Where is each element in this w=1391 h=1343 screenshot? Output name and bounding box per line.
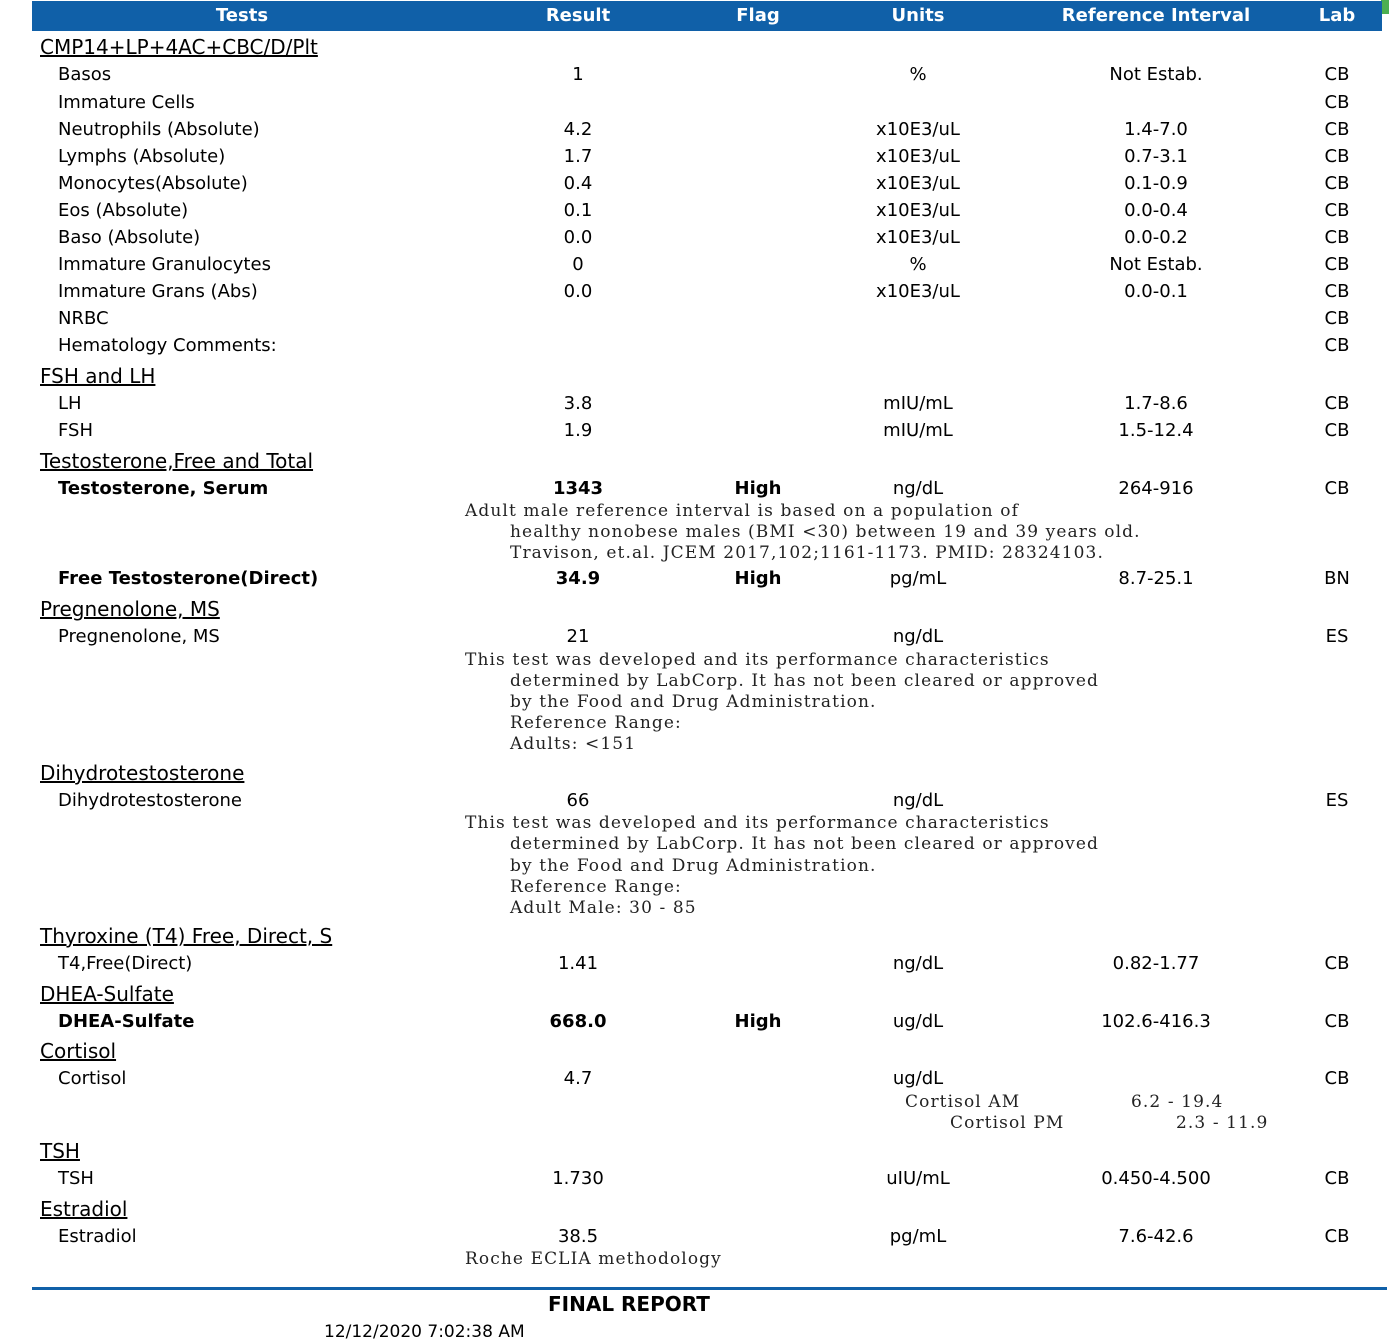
result-row-basos [0, 62, 1391, 88]
cortisol-pm-range: 2.3 - 11.9 [1176, 1113, 1269, 1133]
result-row-testosterone-serum [0, 476, 1391, 502]
reference-interval: 0.0-0.2 [1124, 227, 1188, 248]
lab-code: BN [1324, 568, 1350, 589]
section-dhea: DHEA-Sulfate [40, 982, 174, 1006]
header-result: Result [545, 5, 611, 26]
lab-code: CB [1324, 227, 1350, 248]
section-t4: Thyroxine (T4) Free, Direct, S [40, 924, 333, 948]
section-tsh: TSH [40, 1139, 80, 1163]
result-row-lh [0, 391, 1391, 417]
testosterone-note-line-2: healthy nonobese males (BMI <30) between 19 and 39 years old. [510, 522, 1141, 542]
section-testosterone: Testosterone,Free and Total [40, 449, 314, 473]
lab-code: CB [1324, 119, 1350, 140]
report-datetime: 12/12/2020 7:02:38 AM [324, 1322, 525, 1342]
test-name: Eos (Absolute) [58, 200, 189, 221]
result-value: 0.0 [563, 227, 593, 248]
result-value: 3.8 [563, 393, 593, 414]
result-row-t4 [0, 951, 1391, 977]
test-name: TSH [58, 1168, 94, 1189]
lab-code: CB [1324, 281, 1350, 302]
reference-interval: 8.7-25.1 [1118, 568, 1194, 589]
lab-code: CB [1324, 200, 1350, 221]
test-name: Dihydrotestosterone [58, 790, 242, 811]
units: % [909, 64, 927, 85]
section-fsh-lh: FSH and LH [40, 364, 156, 388]
reference-interval: 0.7-3.1 [1124, 146, 1188, 167]
result-row-free-testosterone [0, 566, 1391, 592]
reference-interval: 1.4-7.0 [1124, 119, 1188, 140]
pregnenolone-note-line-2: determined by LabCorp. It has not been cleared or approved [510, 671, 1100, 691]
header-lab: Lab [1318, 5, 1356, 26]
test-name: Estradiol [58, 1226, 137, 1247]
test-name: Lymphs (Absolute) [58, 146, 226, 167]
result-row-baso-abs [0, 225, 1391, 251]
test-name: Immature Cells [58, 92, 195, 113]
testosterone-note-line-1: Adult male reference interval is based on a population of [465, 501, 1019, 521]
test-name: FSH [58, 420, 93, 441]
reference-interval: Not Estab. [1109, 254, 1203, 275]
units: mIU/mL [883, 393, 953, 414]
lab-code: CB [1324, 1168, 1350, 1189]
result-value: 4.7 [563, 1068, 593, 1089]
test-name: Free Testosterone(Direct) [58, 568, 319, 589]
test-name: Cortisol [58, 1068, 127, 1089]
reference-interval: 102.6-416.3 [1101, 1011, 1211, 1032]
units: ug/dL [892, 1011, 944, 1032]
test-name: Pregnenolone, MS [58, 626, 220, 647]
units: x10E3/uL [876, 200, 960, 221]
pregnenolone-note-line-3: by the Food and Drug Administration. [510, 692, 877, 712]
test-name: Immature Granulocytes [58, 254, 271, 275]
units: x10E3/uL [876, 281, 960, 302]
result-row-monocytes [0, 171, 1391, 197]
result-row-fsh [0, 418, 1391, 444]
result-value: 34.9 [555, 568, 601, 589]
cortisol-am-range: 6.2 - 19.4 [1131, 1092, 1224, 1112]
result-value: 1 [572, 64, 584, 85]
dht-note-line-5: Adult Male: 30 - 85 [510, 898, 697, 918]
result-row-dhea [0, 1009, 1391, 1035]
test-name: Hematology Comments: [58, 335, 277, 356]
units: x10E3/uL [876, 119, 960, 140]
units: ng/dL [892, 790, 944, 811]
test-name: NRBC [58, 308, 109, 329]
result-value: 1.41 [557, 953, 599, 974]
lab-code: ES [1325, 626, 1349, 647]
units: % [909, 254, 927, 275]
units: x10E3/uL [876, 173, 960, 194]
test-name: LH [58, 393, 82, 414]
result-value: 21 [566, 626, 590, 647]
estradiol-note: Roche ECLIA methodology [465, 1249, 722, 1269]
test-name: Basos [58, 64, 112, 85]
units: ng/dL [892, 626, 944, 647]
test-name: T4,Free(Direct) [58, 953, 193, 974]
units: pg/mL [889, 1226, 947, 1247]
result-row-eos [0, 198, 1391, 224]
result-value: 1.7 [563, 146, 593, 167]
pregnenolone-note-line-1: This test was developed and its performance characteristics [465, 650, 1050, 670]
result-value: 4.2 [563, 119, 593, 140]
test-name: Monocytes(Absolute) [58, 173, 248, 194]
result-value: 0.1 [563, 200, 593, 221]
lab-code: CB [1324, 478, 1350, 499]
reference-interval: 0.1-0.9 [1124, 173, 1188, 194]
units: ng/dL [892, 478, 944, 499]
cortisol-am-label: Cortisol AM [905, 1092, 1021, 1112]
units: x10E3/uL [876, 146, 960, 167]
units: ug/dL [892, 1068, 944, 1089]
units: mIU/mL [883, 420, 953, 441]
lab-code: ES [1325, 790, 1349, 811]
lab-code: CB [1324, 1068, 1350, 1089]
reference-interval: 0.0-0.1 [1124, 281, 1188, 302]
result-row-lymphs [0, 144, 1391, 170]
reference-interval: 1.5-12.4 [1118, 420, 1194, 441]
test-name: Neutrophils (Absolute) [58, 119, 260, 140]
test-name: Baso (Absolute) [58, 227, 201, 248]
section-pregnenolone: Pregnenolone, MS [40, 597, 220, 621]
pregnenolone-note-line-5: Adults: <151 [510, 734, 637, 754]
result-value: 1.9 [563, 420, 593, 441]
result-row-dht [0, 788, 1391, 814]
header-units: Units [891, 5, 945, 26]
result-value: 0 [572, 254, 584, 275]
result-value: 0.4 [563, 173, 593, 194]
test-name: Testosterone, Serum [58, 478, 269, 499]
pregnenolone-note-line-4: Reference Range: [510, 713, 682, 733]
result-row-hematology-comments [0, 333, 1391, 359]
testosterone-note-line-3: Travison, et.al. JCEM 2017,102;1161-1173. PMID: 28324103. [510, 543, 1104, 563]
result-row-cortisol [0, 1066, 1391, 1092]
header-reference-interval: Reference Interval [1061, 5, 1251, 26]
dht-note-line-1: This test was developed and its performance characteristics [465, 813, 1050, 833]
result-row-neutrophils [0, 117, 1391, 143]
flag-high: High [734, 1011, 782, 1032]
result-value: 1343 [552, 478, 604, 499]
lab-code: CB [1324, 146, 1350, 167]
result-row-tsh [0, 1166, 1391, 1192]
reference-interval: 0.0-0.4 [1124, 200, 1188, 221]
units: x10E3/uL [876, 227, 960, 248]
result-value: 668.0 [549, 1011, 607, 1032]
result-row-nrbc [0, 306, 1391, 332]
flag-high: High [734, 478, 782, 499]
dht-note-line-2: determined by LabCorp. It has not been cleared or approved [510, 834, 1100, 854]
units: ng/dL [892, 953, 944, 974]
lab-code: CB [1324, 1226, 1350, 1247]
result-value: 38.5 [557, 1226, 599, 1247]
lab-code: CB [1324, 64, 1350, 85]
reference-interval: 0.450-4.500 [1101, 1168, 1211, 1189]
result-value: 66 [566, 790, 590, 811]
test-name: DHEA-Sulfate [58, 1011, 195, 1032]
lab-code: CB [1324, 335, 1350, 356]
units: uIU/mL [886, 1168, 950, 1189]
lab-code: CB [1324, 1011, 1350, 1032]
header-tests: Tests [215, 5, 269, 26]
lab-code: CB [1324, 173, 1350, 194]
test-name: Immature Grans (Abs) [58, 281, 258, 302]
result-row-immature-grans-abs [0, 279, 1391, 305]
result-row-pregnenolone [0, 624, 1391, 650]
flag-high: High [734, 568, 782, 589]
cortisol-pm-label: Cortisol PM [950, 1113, 1065, 1133]
lab-code: CB [1324, 92, 1350, 113]
result-value: 0.0 [563, 281, 593, 302]
result-row-estradiol [0, 1224, 1391, 1250]
lab-code: CB [1324, 953, 1350, 974]
dht-note-line-3: by the Food and Drug Administration. [510, 856, 877, 876]
section-cmp: CMP14+LP+4AC+CBC/D/Plt [40, 35, 318, 59]
footer-divider [32, 1287, 1387, 1290]
lab-code: CB [1324, 254, 1350, 275]
reference-interval: 7.6-42.6 [1118, 1226, 1194, 1247]
section-cortisol: Cortisol [40, 1039, 117, 1063]
reference-interval: Not Estab. [1109, 64, 1203, 85]
final-report-label: FINAL REPORT [548, 1292, 710, 1316]
units: pg/mL [889, 568, 947, 589]
result-row-immature-cells [0, 90, 1391, 116]
result-value: 1.730 [552, 1168, 604, 1189]
lab-code: CB [1324, 420, 1350, 441]
section-estradiol: Estradiol [40, 1197, 128, 1221]
lab-code: CB [1324, 308, 1350, 329]
dht-note-line-4: Reference Range: [510, 877, 682, 897]
reference-interval: 0.82-1.77 [1112, 953, 1200, 974]
reference-interval: 264-916 [1118, 478, 1194, 499]
section-dht: Dihydrotestosterone [40, 761, 245, 785]
result-row-immature-granulocytes [0, 252, 1391, 278]
reference-interval: 1.7-8.6 [1124, 393, 1188, 414]
header-flag: Flag [736, 5, 780, 26]
lab-code: CB [1324, 393, 1350, 414]
